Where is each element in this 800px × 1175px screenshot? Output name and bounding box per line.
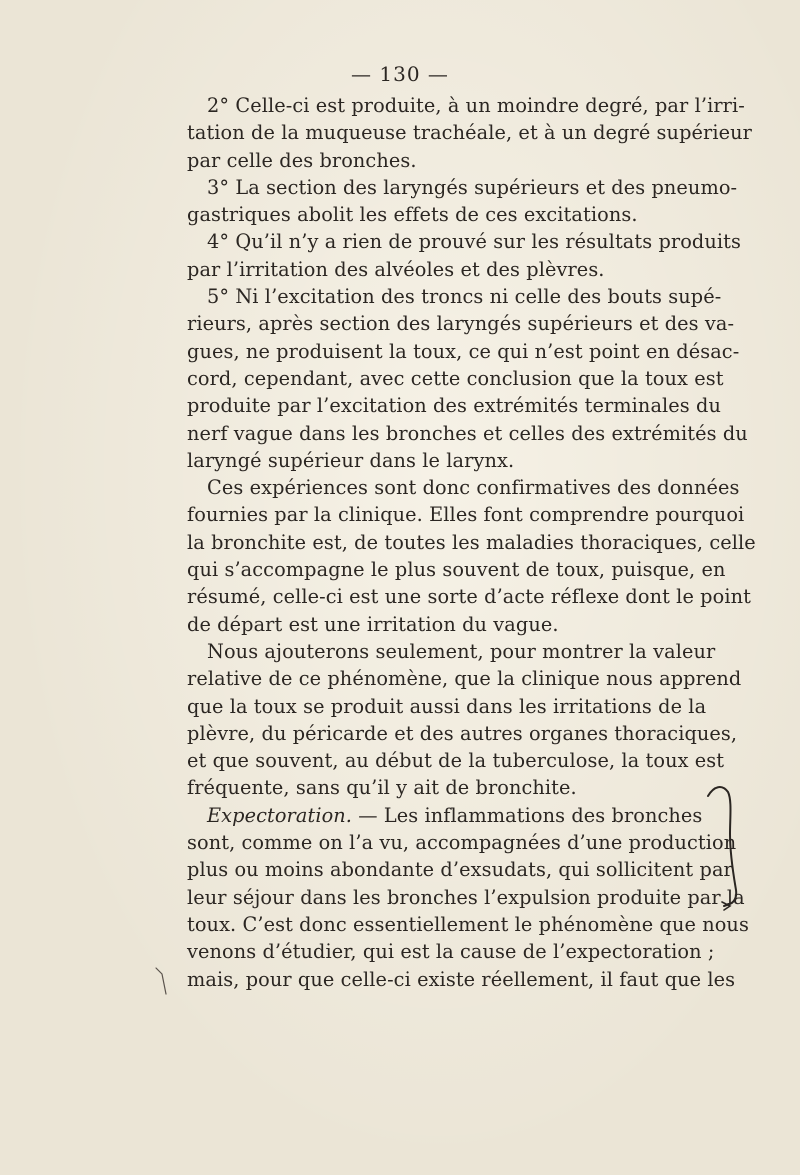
text-line: gastriques abolit les effets de ces excitations. — [187, 203, 638, 227]
text-line: qui s’accompagne le plus souvent de toux, puisque, en — [187, 558, 726, 582]
text-line: que la toux se produit aussi dans les irritations de la — [187, 694, 707, 718]
text-line: cord, cependant, avec cette conclusion que la toux est — [187, 366, 724, 390]
text-line: laryngé supérieur dans le larynx. — [187, 448, 515, 472]
text-line: fréquente, sans qu’il y ait de bronchite. — [187, 776, 577, 800]
text-line: 3° La section des laryngés supérieurs et des pneumo- — [207, 175, 738, 199]
text-line: gues, ne produisent la toux, ce qui n’est point en désac- — [187, 339, 740, 363]
handwritten-margin-tick — [152, 960, 182, 1000]
text-line: produite par l’excitation des extrémités terminales du — [187, 394, 721, 418]
text-line: plèvre, du péricarde et des autres organes thoraciques, — [187, 721, 738, 745]
text-line: venons d’étudier, qui est la cause de l’expectoration ; — [187, 940, 715, 964]
text-line: toux. C’est donc essentiellement le phénomène que nous — [187, 912, 749, 936]
text-line: par l’irritation des alvéoles et des plèvres. — [187, 257, 605, 281]
text-line: fournies par la clinique. Elles font comprendre pourquoi — [187, 503, 745, 527]
text-line: 2° Celle-ci est produite, à un moindre degré, par l’irri- — [207, 94, 745, 117]
text-line: de départ est une irritation du vague. — [187, 612, 559, 636]
text-line: mais, pour que celle-ci existe réellement, il faut que les — [187, 967, 736, 991]
text-line: résumé, celle-ci est une sorte d’acte réflexe dont le point — [187, 585, 751, 609]
text-line: et que souvent, au début de la tuberculose, la toux est — [187, 749, 725, 773]
text-line: par celle des bronches. — [187, 148, 417, 172]
text-line: 4° Qu’il n’y a rien de prouvé sur les résultats produits — [207, 230, 742, 254]
text-line: rieurs, après section des laryngés supérieurs et des va- — [187, 312, 735, 336]
text-line: Nous ajouterons seulement, pour montrer la valeur — [207, 639, 716, 663]
text-line: tation de la muqueuse trachéale, et à un degré supérieur — [187, 121, 752, 145]
page-number: — 130 — — [351, 62, 449, 86]
handwritten-bracket-mark — [700, 778, 750, 913]
text-line: la bronchite est, de toutes les maladies thoraciques, celle — [187, 530, 756, 554]
text-line: sont, comme on l’a vu, accompagnées d’une production — [187, 831, 737, 855]
text-line — [187, 802, 703, 829]
section-heading: Expectoration. — [207, 803, 353, 827]
text-line: plus ou moins abondante d’exsudats, qui sollicitent par — [187, 858, 733, 882]
body-text — [187, 92, 756, 993]
text-line: 5° Ni l’excitation des troncs ni celle des bouts supé- — [207, 285, 722, 309]
text-line: leur séjour dans les bronches l’expulsion produite par la — [187, 885, 745, 909]
text-line: nerf vague dans les bronches et celles des extrémités du — [187, 421, 748, 445]
text-line: relative de ce phénomène, que la clinique nous apprend — [187, 667, 742, 691]
text-line: Ces expériences sont donc confirmatives des données — [207, 476, 740, 500]
text-line-content: — Les inflammations des bronches — [352, 803, 703, 827]
